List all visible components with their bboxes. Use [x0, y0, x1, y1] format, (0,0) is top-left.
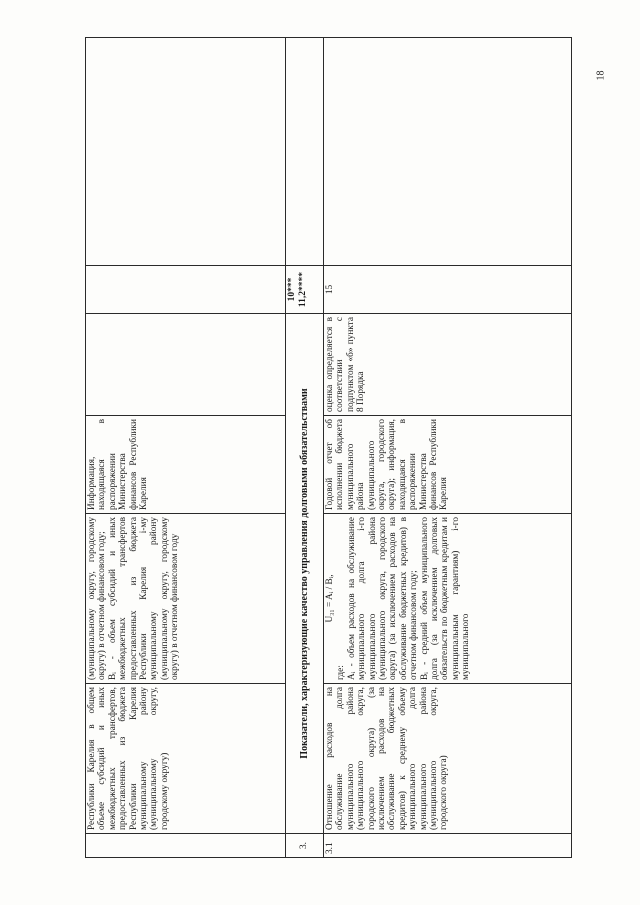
- section-title: Показатели, характеризующие качество управления долговыми обязательствами: [286, 314, 324, 834]
- cell-empty: [286, 38, 324, 266]
- section-value-2: 11,2****: [297, 271, 308, 308]
- row-number: 3.1: [324, 834, 572, 858]
- cell-empty: [86, 38, 286, 266]
- cell-formula: (муниципальному округу, городскому округу) в отчетном финансовом году; Вᵢ - объем субсидий и иных межбюджетных трансфертов предоставленных из бюджета Республики Карелия i-му муниципальному району (муниципальному округу, городскому округу) в отчетном финансовом году: [86, 514, 286, 684]
- section-header-row: [286, 38, 324, 858]
- table-row-3-1: [324, 38, 572, 858]
- evaluation-method: оценка определяется в соответствии с подпунктом «б» пункта 8 Порядка: [324, 314, 572, 416]
- cell-indicator-name: Республики Карелия в общем объеме субсидий и иных межбюджетных трансфертов, предоставленных из бюджета Республики Карелия муниципальному району (муниципальному округу, городскому округу): [86, 684, 286, 834]
- data-source: Годовой отчет об исполнении бюджета муниципального района (муниципального округа, городского округа); информация, находящаяся в распоряжении Министерства финансов Республики Карелия: [324, 416, 572, 514]
- section-values: [286, 266, 324, 314]
- definition-a: Aᵢ - объем расходов на обслуживание муниципального долга i-го муниципального района (муниципального округа, городского округа) (за исключением расходов на обслуживание бюджетных кредитов) в отчетном финансовом году;: [346, 517, 420, 680]
- cell-number: [86, 834, 286, 858]
- page-number: 18: [595, 70, 607, 81]
- indicator-formula-cell: [324, 514, 572, 684]
- weight-value: 15: [324, 266, 572, 314]
- formula: U₃₁ = Aᵢ / Bᵢ,: [325, 574, 335, 623]
- indicators-table: [85, 37, 572, 858]
- cell-weight: [86, 266, 286, 314]
- section-number: 3.: [286, 834, 324, 858]
- rotated-page-content: [85, 38, 573, 858]
- indicator-name: Отношение расходов на обслуживание долга муниципального района (муниципального округа, городского округа) (за исключением расходов на обслуживание бюджетных кредитов) к среднему объему муниципального долга муниципального района (муниципального округа, городского округа): [324, 684, 572, 834]
- definition-b: Bᵢ - средний объем муниципального долга (за исключением долговых обязательств по бюджетным кредитам и муниципальным гарантиям) i-го муниципального: [419, 517, 472, 680]
- cell-method: [86, 314, 286, 416]
- cell-empty: [324, 38, 572, 266]
- where-label: где:: [336, 665, 347, 680]
- cell-source: Информация, находящаяся в распоряжении Министерства финансов Республики Карелия: [86, 416, 286, 514]
- section-value-1: 10***: [287, 277, 297, 302]
- table-row-continuation: [86, 38, 286, 858]
